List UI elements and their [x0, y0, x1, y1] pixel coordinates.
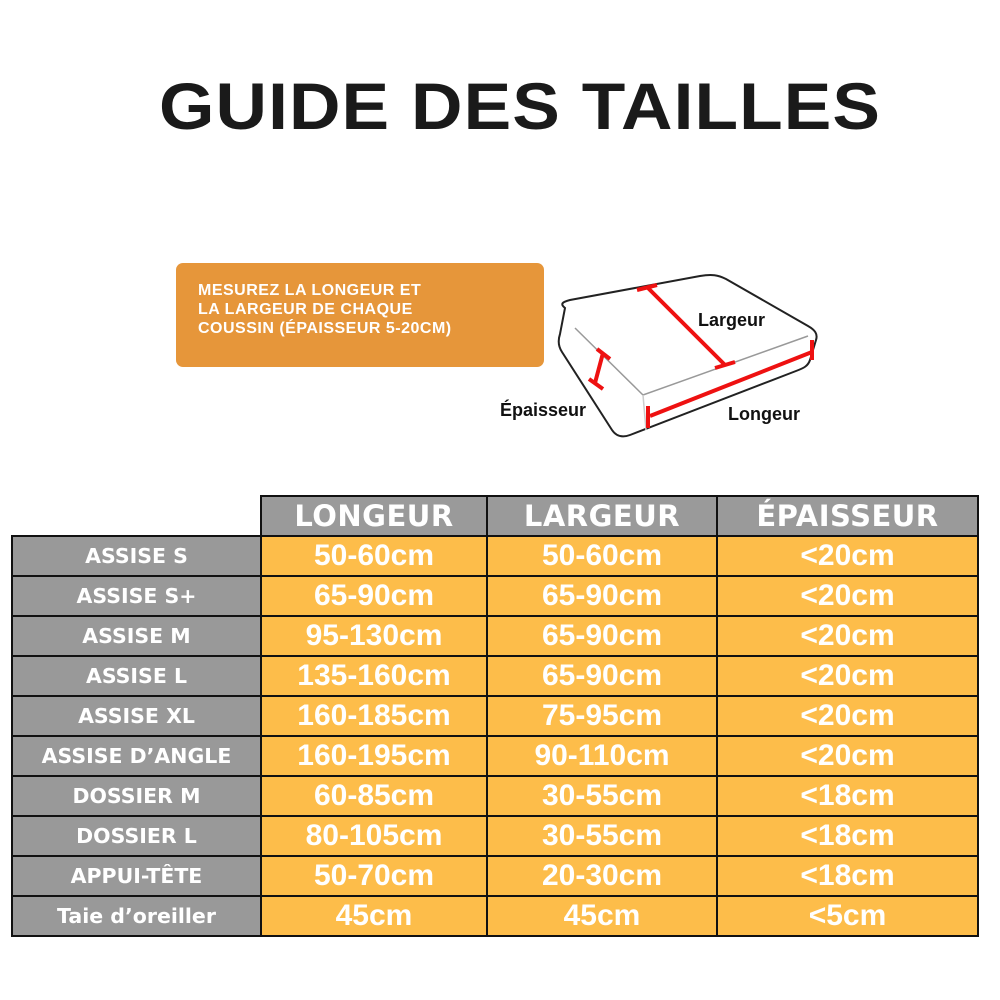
- table-corner: [12, 496, 261, 536]
- table-row: [12, 616, 978, 656]
- row-label: DOSSIER L: [12, 816, 261, 856]
- cell-largeur: 50-60cm: [487, 536, 717, 576]
- cell-longeur: 160-185cm: [261, 696, 487, 736]
- size-table: [11, 495, 979, 937]
- cell-largeur: 30-55cm: [487, 776, 717, 816]
- table-header-row: [12, 496, 978, 536]
- table-row: [12, 656, 978, 696]
- cell-epaisseur: <20cm: [717, 536, 978, 576]
- longeur-label: Longeur: [728, 404, 800, 424]
- largeur-label: Largeur: [698, 310, 766, 330]
- column-header-largeur: LARGEUR: [487, 496, 717, 536]
- cushion-diagram: [490, 270, 830, 450]
- cell-largeur: 45cm: [487, 896, 717, 936]
- cell-longeur: 50-60cm: [261, 536, 487, 576]
- table-row: [12, 736, 978, 776]
- row-label: Taie d’oreiller: [12, 896, 261, 936]
- table-row: [12, 816, 978, 856]
- epaisseur-label: Épaisseur: [500, 400, 587, 420]
- cell-longeur: 60-85cm: [261, 776, 487, 816]
- cell-longeur: 160-195cm: [261, 736, 487, 776]
- cell-epaisseur: <20cm: [717, 736, 978, 776]
- row-label: ASSISE M: [12, 616, 261, 656]
- column-header-longeur: LONGEUR: [261, 496, 487, 536]
- row-label: ASSISE L: [12, 656, 261, 696]
- table-row: [12, 576, 978, 616]
- cell-epaisseur: <20cm: [717, 576, 978, 616]
- cell-largeur: 75-95cm: [487, 696, 717, 736]
- row-label: ASSISE S+: [12, 576, 261, 616]
- table-row: [12, 896, 978, 936]
- cell-longeur: 65-90cm: [261, 576, 487, 616]
- cell-longeur: 50-70cm: [261, 856, 487, 896]
- cell-longeur: 95-130cm: [261, 616, 487, 656]
- row-label: APPUI-TÊTE: [12, 856, 261, 896]
- cell-largeur: 30-55cm: [487, 816, 717, 856]
- cell-largeur: 65-90cm: [487, 616, 717, 656]
- cell-largeur: 65-90cm: [487, 576, 717, 616]
- instruction-line: MESUREZ LA LONGEUR ET: [198, 282, 422, 299]
- table-row: [12, 776, 978, 816]
- cell-epaisseur: <20cm: [717, 616, 978, 656]
- cell-epaisseur: <20cm: [717, 656, 978, 696]
- cell-longeur: 45cm: [261, 896, 487, 936]
- cell-epaisseur: <20cm: [717, 696, 978, 736]
- column-header-epaisseur: ÉPAISSEUR: [717, 496, 978, 536]
- table-row: [12, 536, 978, 576]
- row-label: ASSISE XL: [12, 696, 261, 736]
- cell-epaisseur: <5cm: [717, 896, 978, 936]
- instruction-line: COUSSIN (ÉPAISSEUR 5-20CM): [198, 320, 452, 337]
- cell-longeur: 80-105cm: [261, 816, 487, 856]
- table-row: [12, 696, 978, 736]
- row-label: DOSSIER M: [12, 776, 261, 816]
- cell-epaisseur: <18cm: [717, 776, 978, 816]
- cell-longeur: 135-160cm: [261, 656, 487, 696]
- cell-largeur: 90-110cm: [487, 736, 717, 776]
- cell-epaisseur: <18cm: [717, 856, 978, 896]
- cell-epaisseur: <18cm: [717, 816, 978, 856]
- measurement-instruction-box: [176, 263, 544, 367]
- page-title: GUIDE DES TAILLES: [159, 69, 881, 143]
- row-label: ASSISE D’ANGLE: [12, 736, 261, 776]
- cell-largeur: 65-90cm: [487, 656, 717, 696]
- instruction-line: LA LARGEUR DE CHAQUE: [198, 301, 413, 318]
- row-label: ASSISE S: [12, 536, 261, 576]
- table-row: [12, 856, 978, 896]
- cell-largeur: 20-30cm: [487, 856, 717, 896]
